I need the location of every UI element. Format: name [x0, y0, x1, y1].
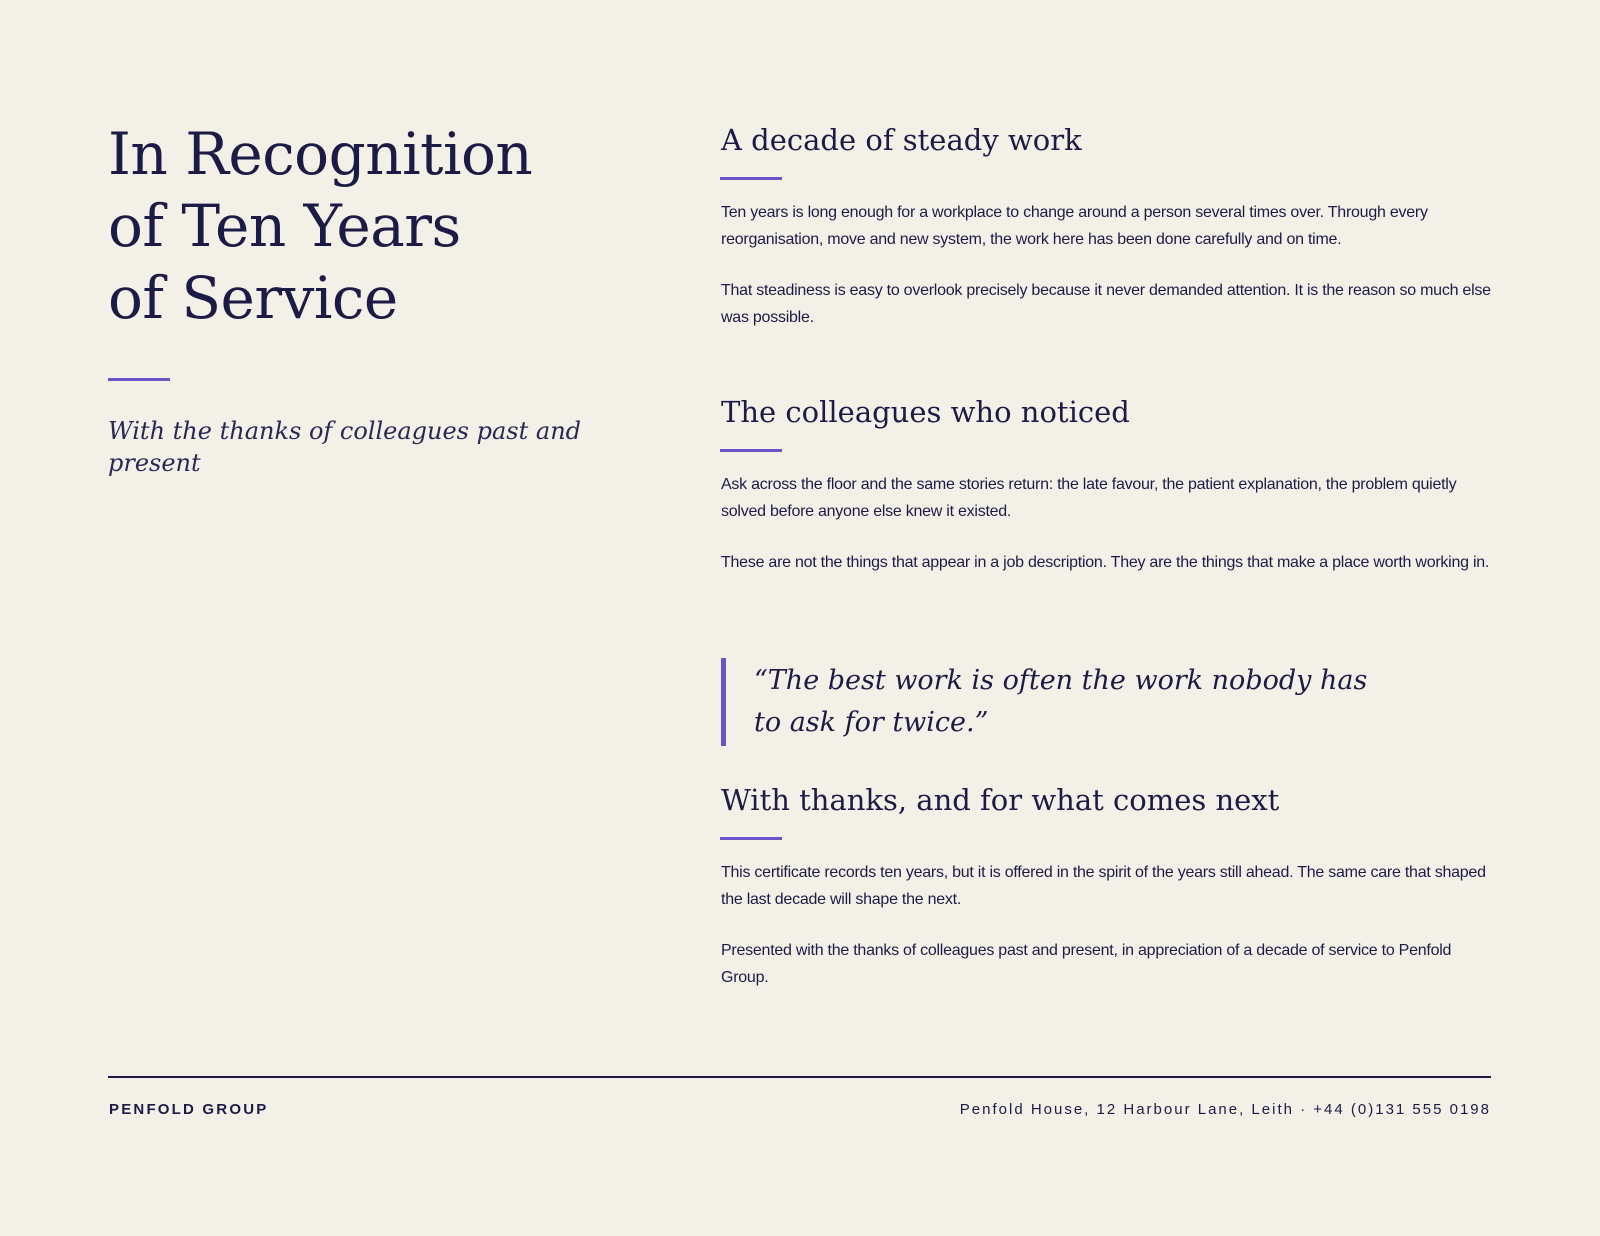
section-heading: The colleagues who noticed — [721, 395, 1130, 429]
title-line-1: In Recognition — [108, 120, 533, 188]
footer-address: Penfold House, 12 Harbour Lane, Leith · +44 (0)131 555 0198 — [959, 1101, 1491, 1118]
certificate-subtitle: With the thanks of colleagues past and present — [108, 417, 582, 477]
section-paragraph: This certificate records ten years, but it is offered in the spirit of the years still ahead. The same care that shaped the last decade will shape the next. — [721, 864, 1486, 908]
section-next — [721, 778, 1491, 991]
section-paragraph: These are not the things that appear in a job description. They are the things that make a place worth working in. — [721, 554, 1490, 571]
section-divider — [720, 177, 782, 180]
footer-brand: PENFOLD GROUP — [109, 1101, 269, 1118]
section-colleagues — [721, 390, 1491, 576]
section-heading: With thanks, and for what comes next — [721, 783, 1280, 817]
section-heading: A decade of steady work — [721, 123, 1082, 157]
section-paragraph: That steadiness is easy to overlook precisely because it never demanded attention. It is the reason so much else was possible. — [721, 282, 1491, 326]
title-block — [108, 118, 628, 479]
section-paragraph: Ask across the floor and the same stories return: the late favour, the patient explanation, the problem quietly solved before anyone else knew it existed. — [721, 476, 1457, 520]
title-line-3: of Service — [108, 264, 398, 332]
section-paragraph: Ten years is long enough for a workplace to change around a person several times over. Through every reorganisation, move and new system, the work here has been done carefully and on time. — [721, 204, 1428, 248]
section-decade — [721, 118, 1491, 331]
title-line-2: of Ten Years — [108, 192, 461, 260]
section-divider — [720, 837, 782, 840]
section-divider — [720, 449, 782, 452]
certificate-title — [108, 118, 628, 334]
content-column — [721, 118, 1491, 991]
footer-divider — [108, 1076, 1491, 1078]
title-divider — [108, 378, 170, 381]
section-paragraph: Presented with the thanks of colleagues past and present, in appreciation of a decade of service to Penfold Group. — [721, 942, 1452, 986]
pull-quote: “The best work is often the work nobody has to ask for twice.” — [721, 658, 1394, 746]
